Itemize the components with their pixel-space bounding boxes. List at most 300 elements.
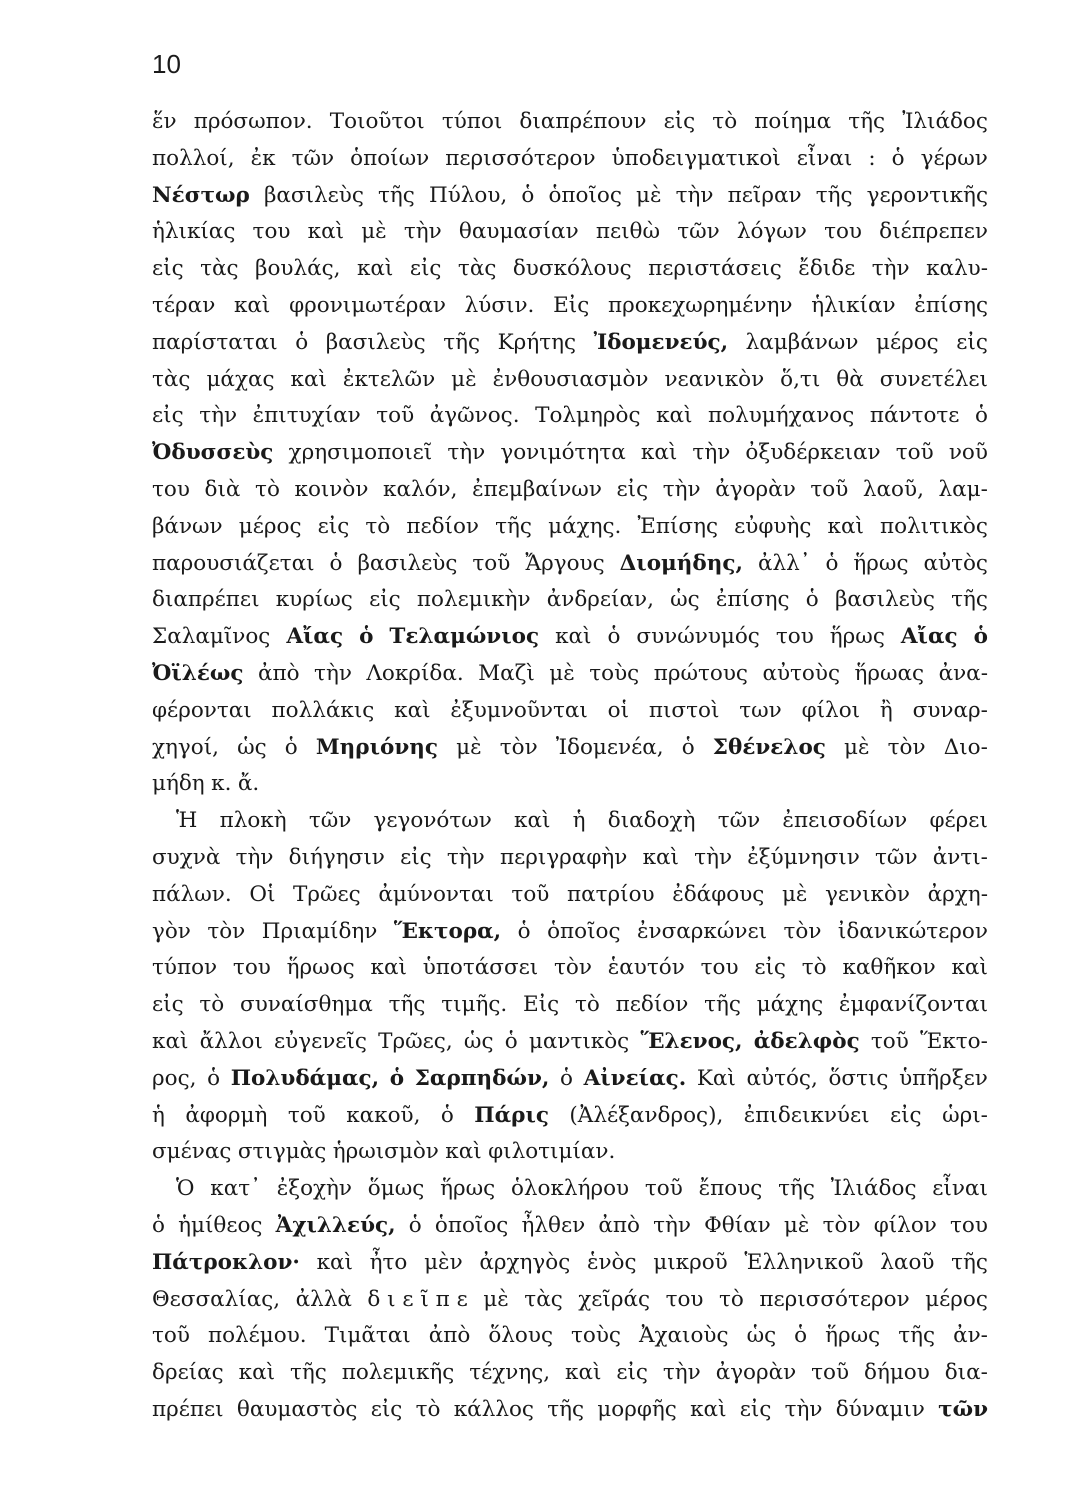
word: πρέπει — [152, 1396, 224, 1422]
word: ἀγορὰν — [715, 1360, 797, 1386]
word: τῶν — [308, 808, 352, 834]
word: γεροντικῆς — [866, 182, 988, 208]
bold-name: Αἰνείας. — [583, 1065, 687, 1091]
text-line — [152, 730, 988, 767]
word: λαοῦ — [880, 1249, 935, 1275]
word: φέρονται — [152, 697, 252, 723]
word: Καὶ — [696, 1065, 736, 1091]
word: πατρίου — [566, 881, 655, 907]
word: Τοιοῦτοι — [329, 109, 425, 134]
word: εἰς — [370, 1396, 403, 1422]
word: πεδίον — [615, 992, 689, 1018]
word: τοῦ — [810, 476, 849, 502]
word: Σαλαμῖνος — [152, 624, 271, 650]
text-line — [152, 1134, 988, 1171]
word: φίλοι — [801, 697, 861, 723]
text-line — [152, 950, 988, 987]
word: τῆς — [443, 329, 481, 355]
word: διαπρέπει — [152, 587, 260, 613]
word: συνετέλει — [879, 366, 988, 392]
word: τὴν — [675, 182, 714, 208]
text-line — [152, 472, 988, 509]
word: τὴν — [662, 1360, 701, 1386]
word: Ἕκτο- — [920, 1028, 988, 1054]
word: ὑποτάσσει — [422, 955, 539, 981]
word: ὅ,τι — [780, 366, 821, 392]
word: μάχης. — [548, 513, 622, 539]
text-line — [152, 1392, 988, 1429]
word: πρόσωπον. — [193, 109, 313, 134]
word: δ ι ε ῖ π ε — [367, 1286, 468, 1312]
word: Φθίαν — [704, 1212, 771, 1238]
word: Ἑλληνικοῦ — [744, 1249, 864, 1275]
text-line — [152, 619, 988, 656]
word: εἶναι — [796, 145, 853, 171]
word: καθῆκον — [842, 955, 936, 981]
word: τῆς — [951, 587, 988, 613]
text-line — [152, 840, 988, 877]
word: λαμ- — [938, 476, 988, 502]
word: φιλοτιμίαν. — [488, 1139, 616, 1165]
word: του — [665, 1286, 704, 1312]
word: ἀνα- — [938, 660, 988, 686]
word: μὲ — [549, 660, 575, 686]
word: ἀντι- — [932, 844, 988, 870]
word: στιγμὰς — [237, 1139, 327, 1165]
word: ὁ — [504, 1028, 518, 1054]
word: ἡ — [572, 808, 586, 834]
word: Ἄργους — [525, 550, 605, 576]
word: πρώτους — [653, 660, 748, 686]
word: καὶ — [233, 292, 271, 318]
word: ὁ — [517, 918, 531, 944]
word: τὴν — [653, 1212, 691, 1238]
bold-name: Σθένελος — [712, 734, 826, 760]
bold-name: Ἕλενος, — [640, 1028, 743, 1054]
word: τὸν — [207, 918, 246, 944]
word: ἰδανικώτερον — [837, 918, 988, 944]
word: δύναμιν — [835, 1396, 925, 1422]
word: ἡλικίας — [152, 219, 236, 245]
word: προκεχωρημένην — [607, 292, 793, 318]
word: καὶ — [640, 440, 678, 466]
word: βασιλεὺς — [834, 587, 935, 613]
word: δυσκόλους — [512, 256, 632, 282]
word: καὶ — [238, 1360, 276, 1386]
word: εἰς — [152, 256, 184, 282]
word: τοῦ — [644, 1176, 683, 1202]
word: τὸ — [718, 1286, 744, 1312]
bold-name: τῶν — [938, 1396, 988, 1422]
word: καὶ — [827, 513, 864, 539]
word: ὁλοκλήρου — [510, 1176, 630, 1202]
text-line — [152, 1061, 988, 1098]
word: καὶ — [316, 1249, 353, 1275]
word: κακοῦ, — [346, 1102, 421, 1128]
word: ἀγῶνος. — [429, 403, 520, 429]
word: (Ἀλέξανδρος), — [569, 1102, 724, 1128]
word: δια- — [944, 1360, 988, 1386]
word: τὴν — [447, 440, 486, 466]
word: τοῦ — [376, 403, 415, 429]
word: διαδοχὴ — [607, 808, 696, 834]
word: ὁ — [152, 1212, 165, 1238]
text-line — [152, 288, 988, 325]
word: γέρων — [920, 145, 988, 171]
word: γονιμότητα — [500, 440, 626, 466]
word: ὁ — [560, 1065, 573, 1091]
text-line — [152, 1318, 988, 1355]
word: περιστάσεις — [648, 256, 782, 282]
word: του — [950, 1212, 988, 1238]
word: τὸν — [499, 734, 538, 760]
text-line — [152, 1208, 988, 1245]
bold-name: Ὀδυσσεὺς — [152, 440, 274, 466]
word: ἐπιδεικνύει — [743, 1102, 870, 1128]
word: εἰς — [152, 403, 184, 429]
word: ἥρως — [829, 624, 885, 650]
bold-name: Αἴας — [900, 624, 958, 650]
word: τὴν — [235, 844, 274, 870]
word: εἰς — [889, 1102, 922, 1128]
word: ἐπιτυχίαν — [252, 403, 361, 429]
word: τῶν — [291, 145, 335, 171]
word: τὰς — [152, 366, 191, 392]
word: τέχνης, — [469, 1360, 551, 1386]
bold-name: Ἀχιλλεύς, — [275, 1212, 396, 1238]
word: νεανικὸν — [664, 366, 765, 392]
word: κατ᾽ — [210, 1176, 261, 1202]
word: ἕν — [152, 109, 177, 134]
word: ἦτο — [369, 1249, 408, 1275]
word: πλοκὴ — [219, 808, 287, 834]
word: πολυμήχανος — [708, 403, 855, 429]
bold-name: Πάτροκλον· — [152, 1249, 300, 1275]
word: ἐκ — [250, 145, 276, 171]
word: μάχας — [206, 366, 275, 392]
word: φρονιμωτέραν — [289, 292, 446, 318]
bold-name: Αἴας — [286, 624, 344, 650]
word: Ἰλιάδος — [902, 109, 988, 134]
word: ὁ — [794, 1323, 808, 1349]
word: Εἰς — [523, 992, 560, 1018]
word: τοὺς — [571, 1323, 621, 1349]
word: Διο- — [943, 734, 988, 760]
word: ὑπῆρξεν — [899, 1065, 988, 1091]
bold-name: Σαρπηδών, — [414, 1065, 550, 1091]
word: Ἰλιάδος — [830, 1176, 917, 1202]
word: ὁ — [521, 182, 535, 208]
word: πεῖραν — [727, 182, 802, 208]
word: ἀνδρείαν, — [546, 587, 654, 613]
word: τοῦ — [152, 1323, 190, 1349]
word: ὁ — [284, 734, 298, 760]
word: ὁ — [607, 624, 621, 650]
word: ὅστις — [828, 1065, 889, 1091]
word: κοινὸν — [294, 476, 369, 502]
word: τῆς — [495, 513, 532, 539]
word: μάχης — [756, 992, 824, 1018]
word: πολλοί, — [152, 145, 235, 171]
word: ὁποῖος — [434, 1212, 509, 1238]
bold-name: Μηριόνης — [315, 734, 438, 760]
word: τὴν — [662, 476, 701, 502]
word: ἀπὸ — [257, 660, 300, 686]
word: κ. — [211, 771, 232, 797]
word: αὐτὸς — [923, 550, 988, 576]
word: τοῦ — [287, 1102, 326, 1128]
word: ἐπεμβαίνων — [472, 476, 602, 502]
word: ὅλους — [488, 1323, 553, 1349]
word: του — [700, 955, 739, 981]
word: τῶν — [677, 219, 720, 245]
word: του — [775, 624, 814, 650]
word: τὸ — [199, 992, 225, 1018]
word: ἡρωισμὸν — [332, 1139, 439, 1165]
word: ἥρωας — [854, 660, 925, 686]
word: ρος, — [152, 1065, 197, 1091]
word: μὲ — [483, 1286, 509, 1312]
word: εἰς — [409, 256, 442, 282]
word: ἦλθεν — [521, 1212, 586, 1238]
word: μὲ — [781, 881, 808, 907]
word: συχνὰ — [152, 844, 221, 870]
word: εἰς — [400, 844, 432, 870]
word: Ἀχαιοὺς — [638, 1323, 729, 1349]
word: τῆς — [388, 992, 426, 1018]
word: τὸ — [801, 955, 827, 981]
word: τὸν — [783, 918, 822, 944]
word: τῆς — [951, 1249, 988, 1275]
word: ὁ — [891, 145, 905, 171]
word: πολεμικὴν — [416, 587, 531, 613]
word: λαοῦ, — [862, 476, 924, 502]
word: τὴν — [314, 660, 352, 686]
word: βασιλεὺς — [357, 550, 458, 576]
word: μὲν — [424, 1249, 463, 1275]
word: λόγων — [736, 219, 807, 245]
word: τοῦ — [895, 440, 934, 466]
word: τοῦ — [511, 881, 550, 907]
word: εἰς — [616, 476, 649, 502]
word: θὰ — [836, 366, 864, 392]
word: καὶ — [514, 808, 551, 834]
bold-name: Πάρις — [474, 1102, 549, 1128]
word: καὶ — [656, 403, 693, 429]
word: Ἰδομενέα, — [555, 734, 664, 760]
word: καὶ — [642, 844, 679, 870]
word: ὁ — [295, 329, 309, 355]
word: ὀξυδέρκειαν — [745, 440, 881, 466]
word: ὡς — [670, 587, 700, 613]
word: εἶναι — [932, 1176, 988, 1202]
word: κυρίως — [275, 587, 353, 613]
word: φίλον — [873, 1212, 937, 1238]
word: διέπρεπεν — [879, 219, 988, 245]
word: τοῦ — [472, 550, 511, 576]
page-number: 10 — [152, 49, 181, 79]
word: του — [152, 476, 190, 502]
word: Θεσσαλίας, — [152, 1286, 281, 1312]
word: μὲ — [844, 734, 870, 760]
word: θαυμαστὸς — [236, 1396, 358, 1422]
text-line — [152, 214, 988, 251]
word: καὶ — [394, 697, 431, 723]
bold-name: Διομήδης, — [619, 550, 743, 576]
word: ὁ — [329, 550, 343, 576]
word: εὐγενεῖς — [274, 1028, 367, 1054]
word: Λοκρίδα. — [366, 660, 464, 686]
word: μὲ — [636, 182, 662, 208]
word: συνώνυμός — [636, 624, 760, 650]
word: τοῦ — [811, 1360, 850, 1386]
word: καλόν, — [383, 476, 458, 502]
word: Τρῶες, — [378, 1028, 453, 1054]
word: βασιλεὺς — [263, 182, 364, 208]
word: ὁποῖος — [547, 918, 621, 944]
word: βασιλεὺς — [325, 329, 426, 355]
word: τὸ — [415, 1396, 441, 1422]
word: μὲ — [451, 366, 477, 392]
word: εἰς — [152, 992, 184, 1018]
word: μέρος — [238, 513, 302, 539]
word: τῶν — [875, 844, 918, 870]
word: Οἱ — [249, 881, 276, 907]
bold-name: ὁ — [359, 624, 374, 650]
word: ἐνθουσιασμὸν — [492, 366, 649, 392]
text-line — [152, 1355, 988, 1392]
word: Πύλου, — [428, 182, 508, 208]
bold-name: Ἕκτορα, — [393, 918, 502, 944]
text-line — [152, 1024, 988, 1061]
word: μορφῆς — [597, 1396, 677, 1422]
word: εἰς — [663, 109, 696, 134]
word: Ἐπίσης — [637, 513, 718, 539]
word: Μαζὶ — [478, 660, 535, 686]
word: συναίσθημα — [240, 992, 373, 1018]
word: ὁ — [974, 403, 988, 429]
word: καὶ — [445, 1139, 482, 1165]
word: μαντικὸς — [528, 1028, 630, 1054]
word: ἀμύνονται — [378, 881, 494, 907]
word: ἐμφανίζονται — [838, 992, 988, 1018]
word: ἀρχη- — [927, 881, 988, 907]
word: μὲ — [456, 734, 482, 760]
word: περισσότερον — [445, 145, 596, 171]
text-line — [152, 325, 988, 362]
word: μέρος — [875, 329, 939, 355]
text-line — [152, 766, 988, 803]
word: Πριαμίδην — [261, 918, 378, 944]
text-line — [152, 1282, 988, 1319]
word: τὴν — [199, 403, 238, 429]
word: ὁ — [681, 734, 695, 760]
text-line — [152, 546, 988, 583]
word: βουλάς, — [255, 256, 341, 282]
word: Τιμᾶται — [324, 1323, 411, 1349]
word: ἡμίθεος — [178, 1212, 263, 1238]
word: παρίσταται — [152, 329, 278, 355]
word: τὴν — [403, 219, 442, 245]
word: Τολμηρὸς — [535, 403, 641, 429]
word: τὴν — [692, 440, 731, 466]
word: τοῦ — [870, 1028, 909, 1054]
word: ἔδιδε — [798, 256, 856, 282]
word: ὅμως — [367, 1176, 425, 1202]
word: ὡς — [746, 1323, 777, 1349]
text-line — [152, 582, 988, 619]
bold-name: Τελαμώνιος — [389, 624, 540, 650]
word: μὲ — [361, 219, 387, 245]
word: ὡρι- — [942, 1102, 988, 1128]
word: γενικὸν — [825, 881, 911, 907]
word: μὲ — [783, 1212, 810, 1238]
word: διαπρέπουν — [519, 109, 647, 134]
text-line — [152, 803, 988, 840]
word: του — [252, 219, 291, 245]
word: ὁποῖος — [548, 182, 622, 208]
text-line — [152, 104, 988, 141]
word: καὶ — [690, 1396, 727, 1422]
word: ὁ — [207, 1065, 221, 1091]
word: μήδη — [152, 771, 205, 797]
word: τὰς — [200, 256, 239, 282]
text-line — [152, 251, 988, 288]
word: μέρος — [925, 1286, 988, 1312]
word: χρησιμοποιεῖ — [288, 440, 433, 466]
text-line — [152, 1098, 988, 1135]
word: πεδίον — [406, 513, 480, 539]
text-line — [152, 1245, 988, 1282]
word: γὸν — [152, 918, 191, 944]
word: του — [824, 219, 862, 245]
word: εἰς — [739, 1396, 772, 1422]
word: ἡ — [152, 1102, 165, 1128]
word: ὁ — [408, 1212, 422, 1238]
word: καὶ — [555, 624, 592, 650]
word: ὁ — [805, 587, 819, 613]
text-line — [152, 178, 988, 215]
word: χηγοί, — [152, 734, 219, 760]
word: ἀπὸ — [428, 1323, 471, 1349]
word: λύσιν. — [464, 292, 535, 318]
bold-name: ἀδελφὸς — [753, 1028, 860, 1054]
word: τὸ — [255, 476, 280, 502]
word: Ὁ — [176, 1176, 195, 1202]
word: ἄ. — [237, 771, 260, 797]
word: νοῦ — [948, 440, 988, 466]
word: ἀπὸ — [598, 1212, 640, 1238]
word: πειθὼ — [595, 219, 661, 245]
word: τύπον — [152, 955, 218, 981]
word: θαυμασίαν — [458, 219, 579, 245]
word: πολέμου. — [207, 1323, 307, 1349]
word: πολιτικὸς — [880, 513, 988, 539]
word: ὁ — [825, 550, 839, 576]
word: τὸν — [822, 1212, 861, 1238]
word: ἐπεισοδίων — [782, 808, 908, 834]
word: ἐξυμνοῦνται — [450, 697, 588, 723]
word: μικροῦ — [653, 1249, 728, 1275]
word: τοὺς — [589, 660, 640, 686]
word: ἐξύμνησιν — [747, 844, 860, 870]
word: τῆς — [289, 1360, 327, 1386]
word: ὁποίων — [350, 145, 430, 171]
word: τὸν — [554, 955, 592, 981]
word: καὶ — [951, 955, 988, 981]
word: τὴν — [446, 844, 485, 870]
word: ἀφορμὴ — [185, 1102, 268, 1128]
